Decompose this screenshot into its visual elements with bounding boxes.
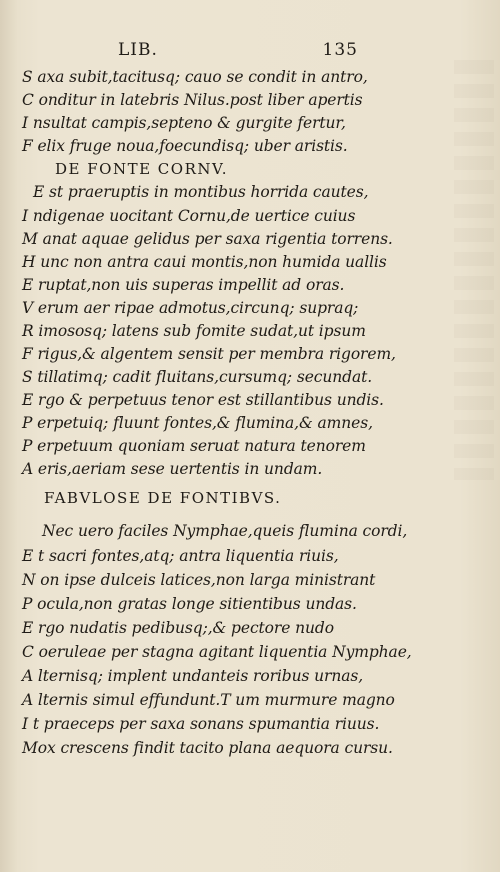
verse-line: E t sacri fontes,atq; antra liquentia riuis, bbox=[22, 547, 339, 565]
verse-line: Nec uero faciles Nymphae,queis flumina cordi, bbox=[42, 522, 408, 540]
verse-line: I ndigenae uocitant Cornu,de uertice cuius bbox=[22, 207, 356, 225]
verse-line: P erpetuiq; fluunt fontes,& flumina,& amnes, bbox=[22, 414, 373, 432]
verse-line: R imososq; latens sub fomite sudat,ut ipsum bbox=[22, 322, 366, 340]
page-number: 135 bbox=[322, 40, 358, 60]
verse-line: I t praeceps per saxa sonans spumantia riuus. bbox=[22, 715, 380, 733]
verse-line: E rgo nudatis pedibusq;,& pectore nudo bbox=[22, 619, 334, 637]
verse-line: H unc non antra caui montis,non humida uallis bbox=[22, 253, 387, 271]
section-heading: FABVLOSE DE FONTIBVS. bbox=[44, 489, 282, 507]
verse-line: A eris,aeriam sese uertentis in undam. bbox=[22, 460, 323, 478]
verse-line: A lternis simul effundunt.T um murmure magno bbox=[22, 691, 395, 709]
verse-line: F rigus,& algentem sensit per membra rigorem, bbox=[22, 345, 396, 363]
verse-line: M anat aquae gelidus per saxa rigentia torrens. bbox=[22, 230, 393, 248]
show-through-text bbox=[454, 60, 494, 480]
verse-line: E st praeruptis in montibus horrida cautes, bbox=[33, 183, 369, 201]
verse-line: Mox crescens findit tacito plana aequora cursu. bbox=[22, 739, 393, 757]
verse-line: P ocula,non gratas longe sitientibus undas. bbox=[22, 595, 357, 613]
verse-line: P erpetuum quoniam seruat natura tenorem bbox=[22, 437, 366, 455]
verse-line: F elix fruge noua,foecundisq; uber aristis. bbox=[22, 137, 348, 155]
verse-line: A lternisq; implent undanteis roribus urnas, bbox=[22, 667, 364, 685]
verse-line: I nsultat campis,septeno & gurgite fertur, bbox=[22, 114, 346, 132]
section-heading: DE FONTE CORNV. bbox=[55, 160, 228, 178]
verse-line: C onditur in latebris Nilus.post liber apertis bbox=[22, 91, 363, 109]
verse-line: S axa subit,tacitusq; cauo se condit in antro, bbox=[22, 68, 368, 86]
verse-line: S tillatimq; cadit fluitans,cursumq; secundat. bbox=[22, 368, 373, 386]
verse-line: C oeruleae per stagna agitant liquentia Nymphae, bbox=[22, 643, 412, 661]
verse-line: E rgo & perpetuus tenor est stillantibus undis. bbox=[22, 391, 384, 409]
running-head bbox=[118, 40, 358, 62]
book-label: LIB. bbox=[118, 40, 158, 60]
verse-line: N on ipse dulceis latices,non larga ministrant bbox=[22, 571, 376, 589]
verse-line: E ruptat,non uis superas impellit ad oras. bbox=[22, 276, 345, 294]
verse-line: V erum aer ripae admotus,circunq; supraq; bbox=[22, 299, 359, 317]
